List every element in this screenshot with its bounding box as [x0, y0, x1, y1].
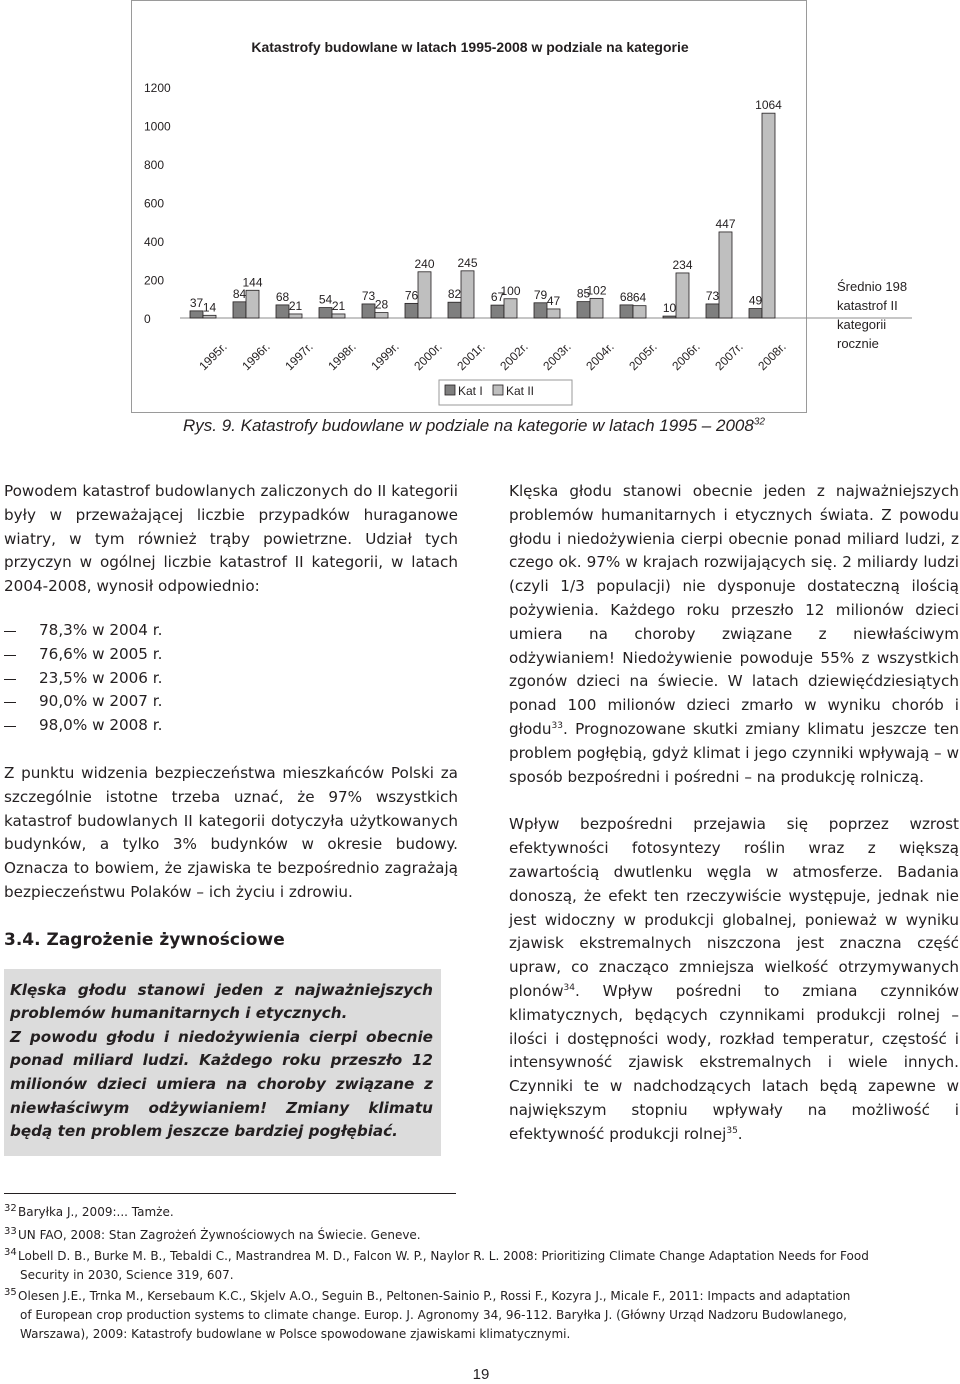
bar-kat-ii [719, 232, 732, 318]
bar-chart [132, 1, 908, 414]
bar-kat-ii [332, 314, 345, 318]
bar-kat-i [620, 305, 633, 318]
bar-kat-ii [590, 298, 603, 318]
y-tick-label: 1000 [144, 119, 171, 134]
legend-swatch-kat-ii [493, 385, 503, 395]
bar-kat-i [276, 305, 289, 318]
footnote-33: 33UN FAO, 2008: Stan Zagrożeń Żywnościowych na Świecie. Geneve. [4, 1226, 421, 1242]
y-tick-label: 400 [144, 235, 165, 249]
list-item: 23,5% w 2006 r. [4, 667, 458, 691]
right-p2-text: Wpływ bezpośredni przejawia się poprzez wzrost efektywności fotosyntezy roślin wraz z większą zawartością dwutlenku węgla w atmosferze. Badania donoszą, że efekt ten rzeczywiście występuje, jednak nie jest widoczny w produkcji globalnej, ponieważ w wyniku zjawisk ekstremalnych niszczona jest znaczna część upraw, co znacząco zmniejsza wielkość otrzymywanych plonów [509, 815, 959, 1000]
data-label-kat-ii: 102 [586, 283, 607, 298]
x-tick-label: 2003r. [540, 339, 574, 374]
x-tick-label: 1996r. [239, 339, 273, 374]
y-tick-label: 800 [144, 158, 165, 172]
x-tick-label: 1997r. [282, 339, 316, 374]
bar-kat-ii [676, 273, 689, 318]
data-label-kat-i: 76 [404, 288, 419, 303]
bar-kat-i [706, 304, 719, 318]
data-label-kat-i: 85 [576, 286, 591, 301]
bar-kat-i [405, 303, 418, 318]
page-number: 19 [472, 1366, 490, 1383]
list-item: 98,0% w 2008 r. [4, 714, 458, 738]
footnote-text-cont: Security in 2030, Science 319, 607. [20, 1268, 234, 1282]
bar-kat-i [319, 308, 332, 318]
bar-kat-i [577, 302, 590, 318]
left-column [4, 480, 458, 1156]
x-tick-label: 2000r. [411, 339, 445, 374]
data-label-kat-ii: 21 [288, 298, 303, 313]
footnote-text: Lobell D. B., Burke M. B., Tebaldi C., Mastrandrea M. D., Falcon W. P., Naylor R. L. 2008: Prioritizing Climate Change Adaptation Needs for Food [18, 1249, 869, 1263]
highlight-box [4, 969, 441, 1156]
x-tick-label: 1995r. [196, 339, 230, 374]
data-label-kat-ii: 144 [242, 275, 263, 290]
right-paragraph-1 [509, 480, 959, 789]
bar-kat-ii [418, 272, 431, 318]
bar-kat-i [233, 302, 246, 318]
footnote-ref-33: 33 [551, 720, 563, 731]
footnote-divider [4, 1193, 456, 1194]
data-label-kat-i: 84 [232, 286, 247, 301]
average-annotation: Średnio 198 [837, 279, 908, 294]
data-label-kat-i: 82 [447, 287, 462, 302]
legend-swatch-kat-i [445, 385, 455, 395]
list-item: 90,0% w 2007 r. [4, 690, 458, 714]
x-tick-label: 2006r. [669, 339, 703, 374]
data-label-kat-ii: 21 [331, 298, 346, 313]
data-label-kat-i: 79 [533, 287, 548, 302]
data-label-kat-i: 68 [275, 289, 290, 304]
y-tick-label: 600 [144, 196, 165, 211]
data-label-kat-ii: 100 [500, 283, 521, 298]
right-p2-text-end: . [737, 1124, 743, 1143]
chart-frame [131, 0, 908, 413]
list-item: 78,3% w 2004 r. [4, 619, 458, 643]
data-label-kat-ii: 64 [632, 290, 647, 305]
footnote-ref-35: 35 [726, 1125, 738, 1136]
caption-text: Rys. 9. Katastrofy budowlane w podziale na kategorie w latach 1995 – 2008 [183, 416, 754, 435]
right-p1-text-cont: . Prognozowane skutki zmiany klimatu jeszcze ten problem pogłębią, gdyż klimat i jego czynniki wpływają – w sposób bezpośredni i pośredni – na produkcję rolniczą. [509, 719, 959, 786]
data-label-kat-i: 68 [619, 289, 634, 304]
bar-kat-i [491, 305, 504, 318]
bar-kat-ii [375, 313, 388, 318]
data-label-kat-ii: 28 [374, 297, 389, 312]
y-tick-label: 1200 [144, 81, 171, 95]
footnote-text-cont: Warszawa), 2009: Katastrofy budowlane w Polsce spowodowane zjawiskami klimatycznymi. [20, 1327, 571, 1341]
data-label-kat-i: 67 [490, 290, 505, 305]
bar-kat-ii [547, 309, 560, 318]
data-label-kat-i: 37 [189, 295, 204, 310]
footnote-32: 32Baryłka J., 2009:... Tamże. [4, 1203, 174, 1219]
x-tick-label: 2008r. [755, 339, 789, 374]
x-tick-label: 1999r. [368, 339, 402, 374]
average-annotation: katastrof II [837, 298, 898, 313]
caption-footnote-ref: 32 [753, 416, 765, 428]
footnote-35: 35Olesen J.E., Trnka M., Kersebaum K.C., Skjelv A.O., Seguin B., Peltonen-Sainio P., Rossi F., Kozyra J., Micale F., 2011: Impacts and adaptation of European crop production systems to climate change. Europ. J. Agronomy 34, 96-112. Baryłka J. (Główny Urząd Nadzoru Budowlanego, Warszawa), 2009: Katastrofy budowlane w Polsce spowodowane zjawiskami klimatycznymi. [4, 1287, 954, 1344]
highlight-text-2: Z powodu głodu i niedożywienia cierpi obecnie ponad miliard ludzi. Każdego roku przeszło 12 milionów dzieci umiera na choroby związane z niewłaściwym odżywianiem! Zmiany klimatu będą ten problem jeszcze bardziej pogłębiać. [10, 1027, 433, 1141]
x-tick-label: 2002r. [497, 339, 531, 374]
bar-kat-i [362, 304, 375, 318]
bar-kat-i [190, 311, 203, 318]
y-tick-label: 0 [144, 312, 151, 326]
data-label-kat-ii: 447 [715, 216, 736, 231]
left-paragraph-2: Z punktu widzenia bezpieczeństwa mieszkańców Polski za szczególnie istotne trzeba uznać, że 97% wszystkich katastrof budowlanych II kategorii dotyczyła użytkowanych budynków, a tylko 3% budynków w okresie budowy. Oznacza to bowiem, że zjawiska te bezpośrednio zagrażają bezpieczeństwu Polaków – ich życiu i zdrowiu. [4, 763, 458, 901]
data-label-kat-i: 73 [705, 288, 720, 303]
x-tick-label: 1998r. [325, 339, 359, 374]
data-label-kat-ii: 240 [414, 256, 435, 271]
x-tick-label: 2004r. [583, 339, 617, 374]
left-paragraph-1: Powodem katastrof budowlanych zaliczonych do II kategorii były w przeważającej liczbie przypadków huraganowe wiatry, w tym również trąby powietrzne. Udział tych przyczyn w ogólnej liczbie katastrof II kategorii, w latach 2004-2008, wynosił odpowiednio: [4, 482, 458, 596]
footnote-ref-34: 34 [563, 982, 575, 993]
bar-kat-ii [504, 299, 517, 318]
x-tick-label: 2005r. [626, 339, 660, 374]
right-paragraph-2 [509, 813, 959, 1146]
footnote-34: 34Lobell D. B., Burke M. B., Tebaldi C., Mastrandrea M. D., Falcon W. P., Naylor R. L. 2008: Prioritizing Climate Change Adaptation Needs for Food Security in 2030, Science 319, 607. [4, 1247, 954, 1285]
percent-list [4, 619, 458, 738]
average-annotation: rocznie [837, 336, 879, 351]
bar-kat-ii [762, 113, 775, 318]
data-label-kat-ii: 47 [546, 293, 561, 308]
figure-caption [183, 416, 823, 436]
data-label-kat-i: 10 [662, 301, 677, 316]
footnote-text: Olesen J.E., Trnka M., Kersebaum K.C., Skjelv A.O., Seguin B., Peltonen-Sainio P., Rossi F., Kozyra J., Micale F., 2011: Impacts and adaptation [18, 1289, 851, 1303]
bar-kat-ii [203, 315, 216, 318]
right-p1-text: Klęska głodu stanowi obecnie jeden z najważniejszych problemów humanitarnych i etycznych świata. Z powodu głodu i niedożywienia cierpi obecnie ponad miliard ludzi, z czego ok. 97% w krajach rozwijających się. 2 miliardy ludzi (czyli 1/3 populacji) nie dysponuje dostateczną ilością pożywienia. Każdego roku przeszło 12 milionów dzieci umiera na choroby związane z niewłaściwym odżywianiem! Niedożywienie powoduje 55% z wszystkich zgonów dzieci na świecie. W latach dziewięćdziesiątych ponad 100 milionów dzieci zmarło w wyniku chorób i głodu [509, 482, 959, 738]
bar-kat-i [534, 303, 547, 318]
bar-kat-ii [633, 306, 646, 318]
bar-kat-ii [289, 314, 302, 318]
footnote-text-cont: of European crop production systems to climate change. Europ. J. Agronomy 34, 96-112. Baryłka J. (Główny Urząd Nadzoru Budowlanego, [20, 1308, 847, 1322]
section-heading: 3.4. Zagrożenie żywnościowe [4, 929, 285, 950]
chart-title: Katastrofy budowlane w latach 1995-2008 w podziale na kategorie [251, 39, 689, 55]
data-label-kat-ii: 1064 [755, 98, 782, 113]
average-annotation: kategorii [837, 317, 887, 332]
data-label-kat-i: 54 [318, 292, 333, 307]
data-label-kat-ii: 14 [202, 300, 217, 315]
footnote-text: UN FAO, 2008: Stan Zagrożeń Żywnościowych na Świecie. Geneve. [18, 1228, 421, 1242]
y-tick-label: 200 [144, 273, 165, 288]
bar-kat-i [448, 302, 461, 318]
legend-label-kat-ii: Kat II [506, 384, 535, 398]
x-tick-label: 2001r. [454, 339, 488, 374]
bar-kat-i [663, 316, 676, 318]
x-tick-label: 2007r. [712, 339, 746, 374]
list-item: 76,6% w 2005 r. [4, 643, 458, 667]
right-column [509, 480, 959, 1147]
data-label-kat-i: 73 [361, 288, 376, 303]
data-label-kat-i: 49 [748, 293, 763, 308]
highlight-text-1: Klęska głodu stanowi jeden z najważniejszych problemów humanitarnych i etycznych. [10, 980, 433, 1023]
legend-label-kat-i: Kat I [458, 384, 483, 398]
data-label-kat-ii: 245 [457, 255, 478, 270]
bar-kat-i [749, 309, 762, 318]
bar-kat-ii [461, 271, 474, 318]
footnote-text: Baryłka J., 2009:... Tamże. [18, 1205, 174, 1219]
right-p2-text-cont: . Wpływ pośredni to zmiana czynników klimatycznych, będących czynnikami produkcji rolnej – ilości i dostępności wody, rozkład temperatur, częstość i intensywność zjawisk ekstremalnych i wiele innych. Czynniki te w nadchodzących latach będą zapewne w największym stopniu wpływały na możliwość i efektywność produkcji rolnej [509, 981, 959, 1143]
bar-kat-ii [246, 290, 259, 318]
data-label-kat-ii: 234 [672, 257, 693, 272]
